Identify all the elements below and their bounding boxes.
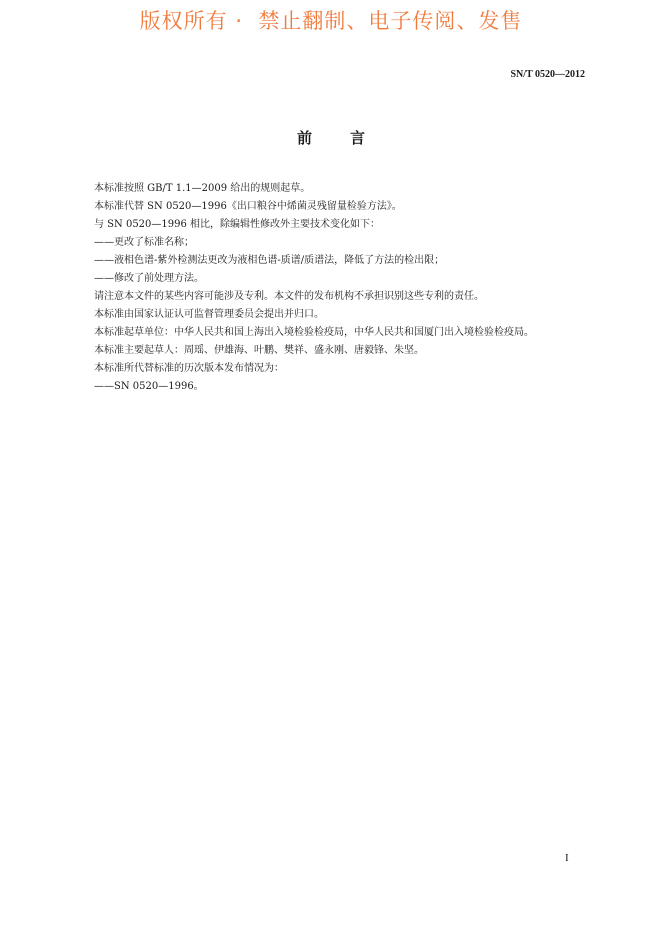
paragraph-proposer: 本标准由国家认证认可监督管理委员会提出并归口。: [94, 309, 324, 320]
paragraph-drafting-units: 本标准起草单位：中华人民共和国上海出入境检验检疫局，中华人民共和国厦门出入境检验检疫局。: [94, 327, 534, 338]
list-item-history: ——SN 0520—1996。: [94, 381, 204, 392]
page-title: 前言: [296, 129, 403, 147]
page-number: I: [565, 852, 569, 864]
list-item-change-pretreatment: ——修改了前处理方法。: [94, 273, 204, 284]
list-item-change-method: ——液相色谱-紫外检测法更改为液相色谱-质谱/质谱法，降低了方法的检出限；: [94, 255, 445, 266]
paragraph-replaces: 本标准代替 SN 0520—1996《出口粮谷中烯菌灵残留量检验方法》。: [94, 201, 402, 212]
paragraph-drafting-rules: 本标准按照 GB/T 1.1—2009 给出的规则起草。: [94, 183, 311, 194]
paragraph-history-intro: 本标准所代替标准的历次版本发布情况为：: [94, 363, 284, 374]
paragraph-patent-notice: 请注意本文件的某些内容可能涉及专利。本文件的发布机构不承担识别这些专利的责任。: [94, 291, 484, 302]
list-item-change-name: ——更改了标准名称；: [94, 237, 194, 248]
standard-code: SN/T 0520—2012: [510, 69, 585, 80]
copyright-watermark: 版权所有 · 禁止翻制、电子传阅、发售: [139, 9, 523, 33]
paragraph-drafters: 本标准主要起草人：周瑶、伊雄海、叶鹏、樊祥、盛永刚、唐毅锋、朱坚。: [94, 345, 424, 356]
foreword-body: [72, 180, 587, 396]
paragraph-changes-intro: 与 SN 0520—1996 相比，除编辑性修改外主要技术变化如下：: [94, 219, 381, 230]
